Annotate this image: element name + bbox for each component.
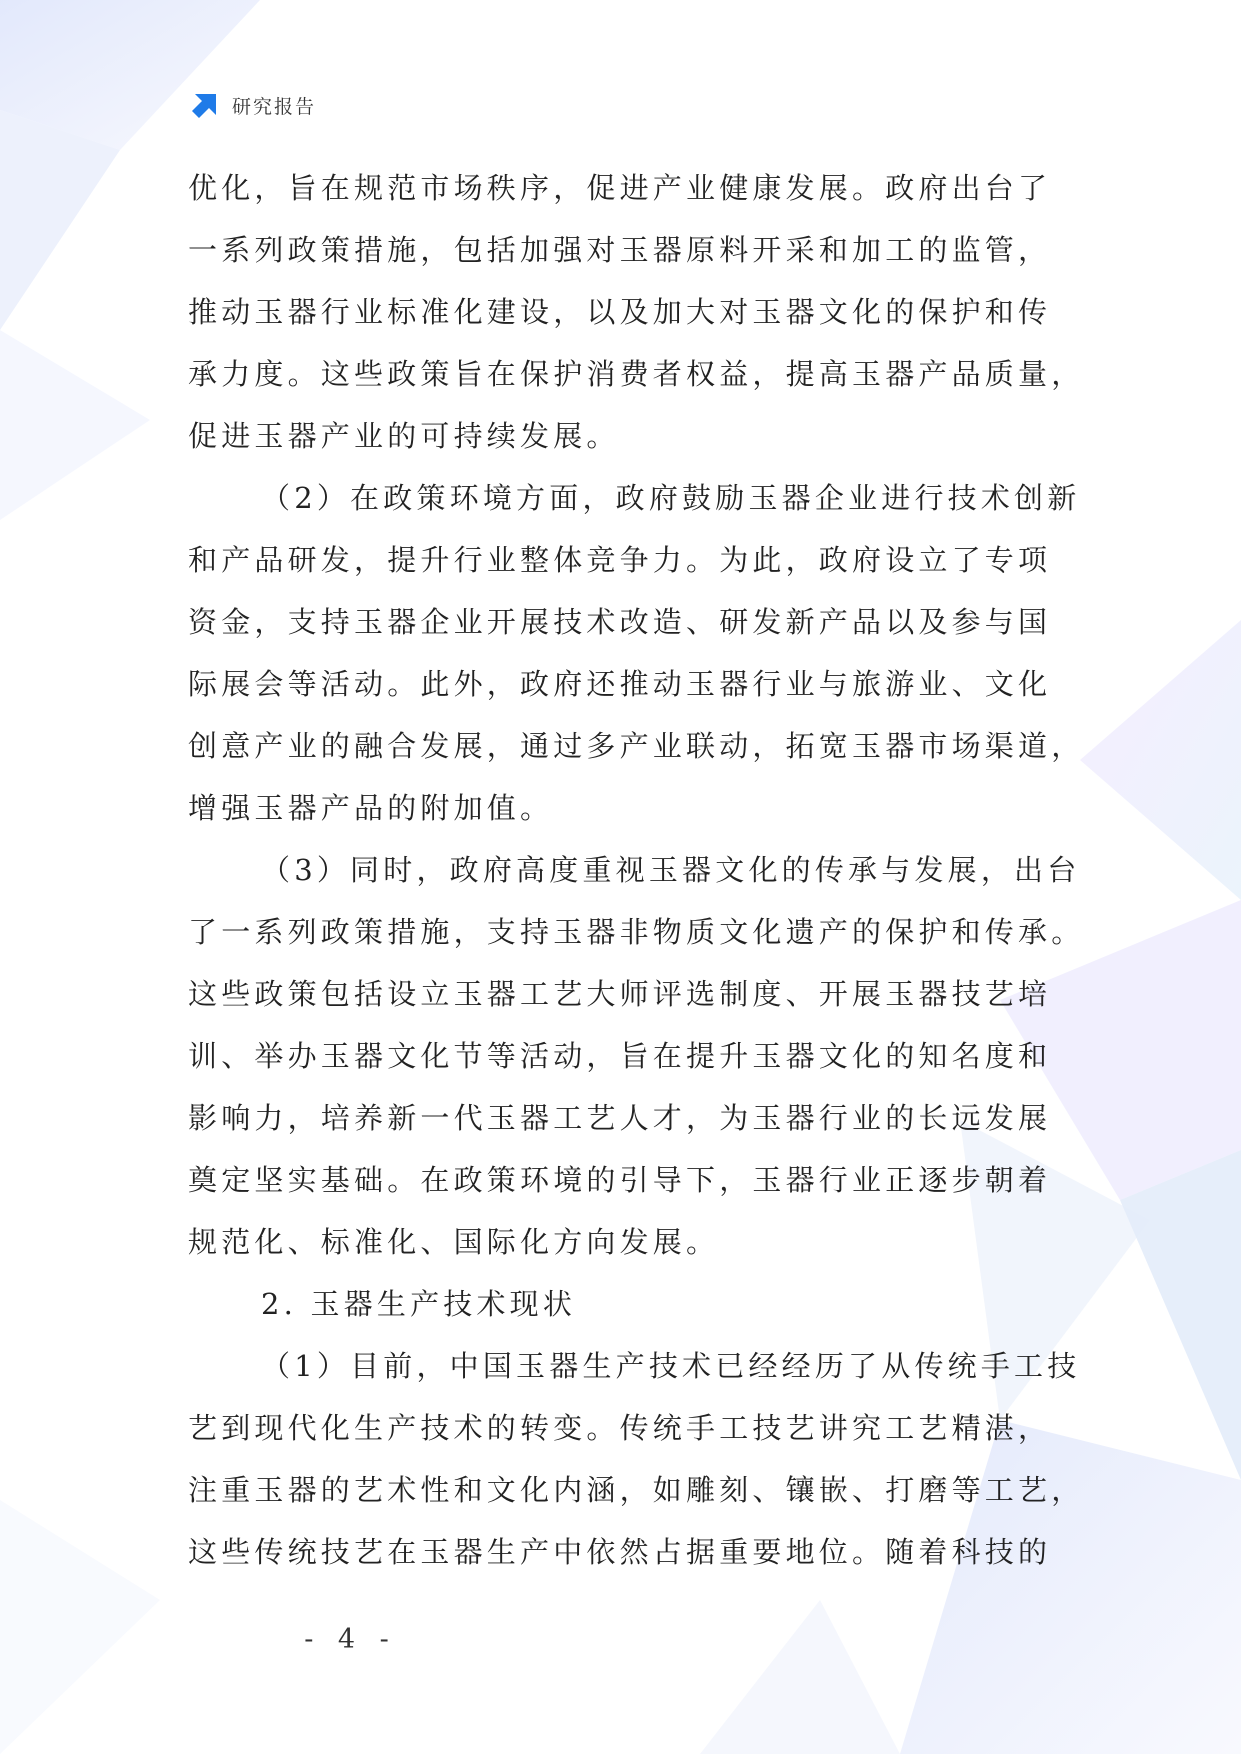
text-line: 承力度。这些政策旨在保护消费者权益，提高玉器产品质量， — [188, 357, 1085, 391]
text-line: 2. 玉器生产技术现状 — [261, 1287, 577, 1321]
text-line: 艺到现代化生产技术的转变。传统手工技艺讲究工艺精湛， — [188, 1411, 1052, 1445]
text-line: 注重玉器的艺术性和文化内涵，如雕刻、镶嵌、打磨等工艺， — [188, 1473, 1085, 1507]
text-line: 资金，支持玉器企业开展技术改造、研发新产品以及参与国 — [188, 605, 1052, 639]
document-body — [188, 157, 1085, 1583]
text-line: 影响力，培养新一代玉器工艺人才，为玉器行业的长远发展 — [188, 1101, 1052, 1135]
text-line: （2）在政策环境方面，政府鼓励玉器企业进行技术创新 — [261, 481, 1081, 515]
arrow-up-right-icon — [188, 88, 222, 122]
text-line: 规范化、标准化、国际化方向发展。 — [188, 1225, 720, 1259]
text-line: 推动玉器行业标准化建设，以及加大对玉器文化的保护和传 — [188, 295, 1052, 329]
report-header — [188, 88, 316, 122]
text-line: 这些政策包括设立玉器工艺大师评选制度、开展玉器技艺培 — [188, 977, 1052, 1011]
text-line: 一系列政策措施，包括加强对玉器原料开采和加工的监管， — [188, 233, 1052, 267]
text-line: 这些传统技艺在玉器生产中依然占据重要地位。随着科技的 — [188, 1535, 1052, 1569]
text-line: 促进玉器产业的可持续发展。 — [188, 419, 620, 453]
report-brand-label: 研究报告 — [232, 95, 317, 118]
text-line: 际展会等活动。此外，政府还推动玉器行业与旅游业、文化 — [188, 667, 1052, 701]
text-line: 训、举办玉器文化节等活动，旨在提升玉器文化的知名度和 — [188, 1039, 1052, 1073]
text-line: 奠定坚实基础。在政策环境的引导下，玉器行业正逐步朝着 — [188, 1163, 1052, 1197]
text-line: 创意产业的融合发展，通过多产业联动，拓宽玉器市场渠道， — [188, 729, 1085, 763]
text-line: 增强玉器产品的附加值。 — [188, 791, 554, 825]
text-line: （3）同时，政府高度重视玉器文化的传承与发展，出台 — [261, 853, 1081, 887]
text-line: 优化，旨在规范市场秩序，促进产业健康发展。政府出台了 — [188, 171, 1052, 205]
text-line: 和产品研发，提升行业整体竞争力。为此，政府设立了专项 — [188, 543, 1052, 577]
text-line: （1）目前，中国玉器生产技术已经经历了从传统手工技 — [261, 1349, 1081, 1383]
page-number: - 4 - — [304, 1624, 397, 1655]
text-line: 了一系列政策措施，支持玉器非物质文化遗产的保护和传承。 — [188, 915, 1085, 949]
